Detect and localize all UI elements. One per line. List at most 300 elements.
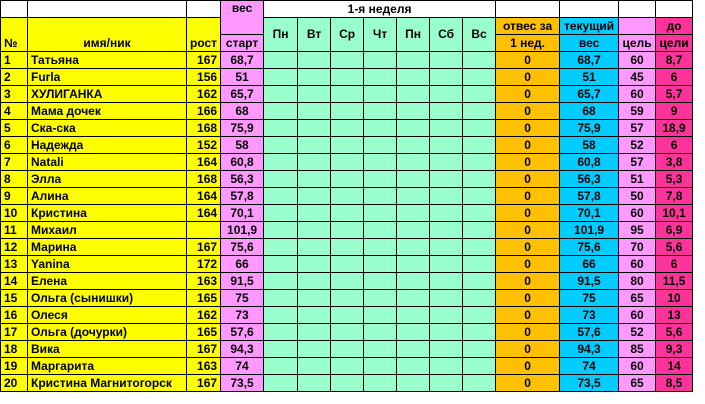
cell-day-6[interactable] — [430, 171, 463, 188]
cell-start-weight[interactable]: 75 — [221, 290, 264, 307]
header-cell-no-top[interactable] — [1, 1, 28, 18]
cell-no[interactable]: 7 — [1, 154, 28, 171]
cell-to-goal[interactable]: 5,3 — [656, 171, 693, 188]
cell-day-6[interactable] — [430, 324, 463, 341]
cell-height[interactable]: 162 — [187, 86, 221, 103]
cell-name[interactable]: Михаил — [28, 222, 187, 239]
cell-height[interactable] — [187, 222, 221, 239]
cell-day-4[interactable] — [364, 307, 397, 324]
cell-start-weight[interactable]: 75,9 — [221, 120, 264, 137]
cell-day-1[interactable] — [264, 86, 298, 103]
cell-weekly-loss[interactable]: 0 — [496, 375, 560, 392]
cell-day-4[interactable] — [364, 375, 397, 392]
cell-to-goal[interactable]: 6 — [656, 256, 693, 273]
cell-weekly-loss[interactable]: 0 — [496, 307, 560, 324]
cell-start-weight[interactable]: 91,5 — [221, 273, 264, 290]
cell-name[interactable]: Кристина — [28, 205, 187, 222]
cell-start-weight[interactable]: 73 — [221, 307, 264, 324]
cell-to-goal[interactable]: 5,6 — [656, 239, 693, 256]
cell-weekly-loss[interactable]: 0 — [496, 120, 560, 137]
cell-height[interactable]: 163 — [187, 273, 221, 290]
cell-day-6[interactable] — [430, 341, 463, 358]
cell-day-5[interactable] — [397, 205, 430, 222]
cell-day-3[interactable] — [331, 341, 364, 358]
cell-current-weight[interactable]: 68,7 — [560, 52, 619, 69]
cell-no[interactable]: 15 — [1, 290, 28, 307]
cell-day-3[interactable] — [331, 375, 364, 392]
cell-day-1[interactable] — [264, 154, 298, 171]
header-cell-current-top[interactable] — [560, 1, 619, 18]
cell-no[interactable]: 2 — [1, 69, 28, 86]
cell-day-4[interactable] — [364, 222, 397, 239]
cell-day-5[interactable] — [397, 341, 430, 358]
cell-day-7[interactable] — [463, 324, 496, 341]
cell-day-1[interactable] — [264, 256, 298, 273]
cell-name[interactable]: Yanina — [28, 256, 187, 273]
cell-day-6[interactable] — [430, 358, 463, 375]
cell-weekly-loss[interactable]: 0 — [496, 290, 560, 307]
cell-day-2[interactable] — [298, 324, 331, 341]
cell-name[interactable]: Маргарита — [28, 358, 187, 375]
cell-current-weight[interactable]: 68 — [560, 103, 619, 120]
cell-start-weight[interactable]: 66 — [221, 256, 264, 273]
cell-day-1[interactable] — [264, 171, 298, 188]
cell-day-2[interactable] — [298, 256, 331, 273]
cell-height[interactable]: 165 — [187, 324, 221, 341]
header-current-bottom[interactable]: вес — [560, 35, 619, 52]
cell-day-5[interactable] — [397, 86, 430, 103]
cell-to-goal[interactable]: 14 — [656, 358, 693, 375]
header-cell-loss-top[interactable] — [496, 1, 560, 18]
cell-day-3[interactable] — [331, 256, 364, 273]
cell-height[interactable]: 172 — [187, 256, 221, 273]
cell-current-weight[interactable]: 51 — [560, 69, 619, 86]
cell-current-weight[interactable]: 57,6 — [560, 324, 619, 341]
cell-name[interactable]: Natali — [28, 154, 187, 171]
cell-day-7[interactable] — [463, 52, 496, 69]
cell-to-goal[interactable]: 8,7 — [656, 52, 693, 69]
cell-day-6[interactable] — [430, 86, 463, 103]
cell-goal[interactable]: 65 — [619, 375, 656, 392]
cell-day-5[interactable] — [397, 324, 430, 341]
cell-to-goal[interactable]: 8,5 — [656, 375, 693, 392]
cell-goal[interactable]: 59 — [619, 103, 656, 120]
cell-day-2[interactable] — [298, 52, 331, 69]
cell-weekly-loss[interactable]: 0 — [496, 205, 560, 222]
cell-height[interactable]: 167 — [187, 341, 221, 358]
cell-to-goal[interactable]: 10 — [656, 290, 693, 307]
cell-day-7[interactable] — [463, 341, 496, 358]
cell-day-7[interactable] — [463, 137, 496, 154]
cell-to-goal[interactable]: 6 — [656, 69, 693, 86]
header-day-5[interactable]: Пн — [397, 18, 430, 52]
cell-name[interactable]: Мама дочек — [28, 103, 187, 120]
cell-name[interactable]: Алина — [28, 188, 187, 205]
cell-day-3[interactable] — [331, 290, 364, 307]
cell-current-weight[interactable]: 57,8 — [560, 188, 619, 205]
cell-day-5[interactable] — [397, 154, 430, 171]
cell-no[interactable]: 14 — [1, 273, 28, 290]
cell-name[interactable]: ХУЛИГАНКА — [28, 86, 187, 103]
cell-height[interactable]: 164 — [187, 205, 221, 222]
cell-name[interactable]: Вика — [28, 341, 187, 358]
cell-to-goal[interactable]: 10,1 — [656, 205, 693, 222]
cell-day-2[interactable] — [298, 188, 331, 205]
header-cell-goal-top[interactable] — [619, 1, 656, 18]
cell-day-2[interactable] — [298, 222, 331, 239]
cell-day-1[interactable] — [264, 188, 298, 205]
cell-day-6[interactable] — [430, 52, 463, 69]
cell-to-goal[interactable]: 7,8 — [656, 188, 693, 205]
cell-day-5[interactable] — [397, 307, 430, 324]
cell-current-weight[interactable]: 91,5 — [560, 273, 619, 290]
cell-day-4[interactable] — [364, 171, 397, 188]
cell-start-weight[interactable]: 68 — [221, 103, 264, 120]
cell-start-weight[interactable]: 74 — [221, 358, 264, 375]
cell-day-5[interactable] — [397, 103, 430, 120]
cell-day-6[interactable] — [430, 120, 463, 137]
cell-day-7[interactable] — [463, 375, 496, 392]
header-to-goal-top[interactable]: до — [656, 18, 693, 35]
header-name[interactable] — [28, 18, 187, 52]
cell-height[interactable]: 165 — [187, 290, 221, 307]
cell-day-1[interactable] — [264, 69, 298, 86]
cell-day-6[interactable] — [430, 137, 463, 154]
cell-start-weight[interactable]: 68,7 — [221, 52, 264, 69]
cell-day-3[interactable] — [331, 171, 364, 188]
cell-weekly-loss[interactable]: 0 — [496, 256, 560, 273]
cell-to-goal[interactable]: 5,6 — [656, 324, 693, 341]
cell-start-weight[interactable]: 73,5 — [221, 375, 264, 392]
cell-day-3[interactable] — [331, 188, 364, 205]
cell-start-weight[interactable]: 94,3 — [221, 341, 264, 358]
cell-goal[interactable]: 80 — [619, 273, 656, 290]
cell-no[interactable]: 4 — [1, 103, 28, 120]
cell-day-3[interactable] — [331, 358, 364, 375]
cell-height[interactable]: 164 — [187, 154, 221, 171]
cell-weekly-loss[interactable]: 0 — [496, 171, 560, 188]
cell-day-7[interactable] — [463, 120, 496, 137]
cell-day-4[interactable] — [364, 188, 397, 205]
cell-day-6[interactable] — [430, 188, 463, 205]
header-day-1[interactable]: Пн — [264, 18, 298, 52]
cell-day-1[interactable] — [264, 341, 298, 358]
cell-no[interactable]: 9 — [1, 188, 28, 205]
cell-height[interactable]: 163 — [187, 358, 221, 375]
cell-day-7[interactable] — [463, 205, 496, 222]
cell-current-weight[interactable]: 75,6 — [560, 239, 619, 256]
cell-name[interactable]: Ольга (дочурки) — [28, 324, 187, 341]
cell-height[interactable]: 168 — [187, 171, 221, 188]
cell-day-1[interactable] — [264, 290, 298, 307]
cell-current-weight[interactable]: 73 — [560, 307, 619, 324]
cell-no[interactable]: 16 — [1, 307, 28, 324]
cell-goal[interactable]: 70 — [619, 239, 656, 256]
cell-height[interactable]: 167 — [187, 239, 221, 256]
cell-weekly-loss[interactable]: 0 — [496, 239, 560, 256]
header-cell-to-goal-top[interactable] — [656, 1, 693, 18]
cell-day-5[interactable] — [397, 290, 430, 307]
cell-day-6[interactable] — [430, 222, 463, 239]
week-title[interactable]: 1-я неделя — [264, 1, 496, 18]
cell-day-1[interactable] — [264, 375, 298, 392]
cell-height[interactable]: 166 — [187, 103, 221, 120]
cell-start-weight[interactable]: 56,3 — [221, 171, 264, 188]
cell-day-3[interactable] — [331, 137, 364, 154]
cell-start-weight[interactable]: 65,7 — [221, 86, 264, 103]
cell-weekly-loss[interactable]: 0 — [496, 341, 560, 358]
header-height[interactable] — [187, 18, 221, 52]
cell-weekly-loss[interactable]: 0 — [496, 222, 560, 239]
cell-day-5[interactable] — [397, 222, 430, 239]
cell-day-3[interactable] — [331, 86, 364, 103]
cell-no[interactable]: 11 — [1, 222, 28, 239]
cell-day-2[interactable] — [298, 239, 331, 256]
cell-current-weight[interactable]: 56,3 — [560, 171, 619, 188]
cell-day-5[interactable] — [397, 273, 430, 290]
cell-day-3[interactable] — [331, 307, 364, 324]
cell-weekly-loss[interactable]: 0 — [496, 358, 560, 375]
cell-day-5[interactable] — [397, 69, 430, 86]
cell-weekly-loss[interactable]: 0 — [496, 69, 560, 86]
cell-day-7[interactable] — [463, 188, 496, 205]
cell-name[interactable]: Олеся — [28, 307, 187, 324]
cell-height[interactable]: 167 — [187, 52, 221, 69]
cell-day-3[interactable] — [331, 154, 364, 171]
cell-day-2[interactable] — [298, 205, 331, 222]
cell-day-2[interactable] — [298, 120, 331, 137]
cell-day-7[interactable] — [463, 256, 496, 273]
cell-day-6[interactable] — [430, 103, 463, 120]
cell-current-weight[interactable]: 101,9 — [560, 222, 619, 239]
cell-goal[interactable]: 52 — [619, 324, 656, 341]
cell-weekly-loss[interactable]: 0 — [496, 188, 560, 205]
cell-day-1[interactable] — [264, 324, 298, 341]
cell-height[interactable]: 168 — [187, 120, 221, 137]
cell-no[interactable]: 3 — [1, 86, 28, 103]
cell-day-6[interactable] — [430, 154, 463, 171]
cell-day-5[interactable] — [397, 171, 430, 188]
cell-weekly-loss[interactable]: 0 — [496, 273, 560, 290]
cell-current-weight[interactable]: 65,7 — [560, 86, 619, 103]
cell-day-6[interactable] — [430, 290, 463, 307]
cell-day-6[interactable] — [430, 239, 463, 256]
cell-day-4[interactable] — [364, 205, 397, 222]
cell-start-weight[interactable]: 58 — [221, 137, 264, 154]
cell-current-weight[interactable]: 73,5 — [560, 375, 619, 392]
cell-day-1[interactable] — [264, 120, 298, 137]
cell-day-4[interactable] — [364, 324, 397, 341]
cell-name[interactable]: Furla — [28, 69, 187, 86]
cell-start-weight[interactable]: 51 — [221, 69, 264, 86]
cell-name[interactable]: Элла — [28, 171, 187, 188]
cell-no[interactable]: 18 — [1, 341, 28, 358]
cell-current-weight[interactable]: 75 — [560, 290, 619, 307]
cell-name[interactable]: Ска-ска — [28, 120, 187, 137]
cell-day-6[interactable] — [430, 375, 463, 392]
cell-day-4[interactable] — [364, 103, 397, 120]
cell-name[interactable]: Татьяна — [28, 52, 187, 69]
cell-day-5[interactable] — [397, 120, 430, 137]
cell-goal[interactable]: 52 — [619, 137, 656, 154]
cell-to-goal[interactable]: 13 — [656, 307, 693, 324]
cell-to-goal[interactable]: 3,8 — [656, 154, 693, 171]
cell-day-2[interactable] — [298, 103, 331, 120]
cell-day-2[interactable] — [298, 341, 331, 358]
cell-goal[interactable]: 60 — [619, 205, 656, 222]
cell-day-1[interactable] — [264, 358, 298, 375]
cell-goal[interactable]: 57 — [619, 154, 656, 171]
cell-goal[interactable]: 85 — [619, 341, 656, 358]
cell-day-5[interactable] — [397, 256, 430, 273]
cell-current-weight[interactable]: 70,1 — [560, 205, 619, 222]
cell-day-5[interactable] — [397, 52, 430, 69]
cell-day-2[interactable] — [298, 86, 331, 103]
cell-height[interactable]: 152 — [187, 137, 221, 154]
cell-day-7[interactable] — [463, 307, 496, 324]
cell-goal[interactable]: 60 — [619, 307, 656, 324]
cell-day-4[interactable] — [364, 273, 397, 290]
cell-name[interactable]: Надежда — [28, 137, 187, 154]
cell-day-4[interactable] — [364, 358, 397, 375]
header-day-6[interactable]: Сб — [430, 18, 463, 52]
cell-day-2[interactable] — [298, 290, 331, 307]
cell-weekly-loss[interactable]: 0 — [496, 52, 560, 69]
cell-day-4[interactable] — [364, 239, 397, 256]
cell-height[interactable]: 167 — [187, 375, 221, 392]
cell-no[interactable]: 19 — [1, 358, 28, 375]
cell-day-7[interactable] — [463, 86, 496, 103]
header-cell-height-top[interactable] — [187, 1, 221, 18]
cell-day-7[interactable] — [463, 273, 496, 290]
header-goal[interactable]: цель — [619, 35, 656, 52]
cell-day-1[interactable] — [264, 205, 298, 222]
header-day-2[interactable]: Вт — [298, 18, 331, 52]
cell-day-1[interactable] — [264, 222, 298, 239]
cell-day-2[interactable] — [298, 171, 331, 188]
cell-no[interactable]: 1 — [1, 52, 28, 69]
cell-name[interactable]: Марина — [28, 239, 187, 256]
cell-current-weight[interactable]: 75,9 — [560, 120, 619, 137]
cell-day-4[interactable] — [364, 120, 397, 137]
cell-day-3[interactable] — [331, 273, 364, 290]
cell-day-3[interactable] — [331, 69, 364, 86]
cell-no[interactable]: 6 — [1, 137, 28, 154]
cell-to-goal[interactable]: 9,3 — [656, 341, 693, 358]
cell-day-3[interactable] — [331, 205, 364, 222]
cell-height[interactable]: 156 — [187, 69, 221, 86]
cell-current-weight[interactable]: 66 — [560, 256, 619, 273]
cell-goal[interactable]: 57 — [619, 120, 656, 137]
cell-day-6[interactable] — [430, 205, 463, 222]
cell-current-weight[interactable]: 58 — [560, 137, 619, 154]
header-goal-spacer[interactable] — [619, 18, 656, 35]
cell-goal[interactable]: 60 — [619, 52, 656, 69]
cell-day-2[interactable] — [298, 154, 331, 171]
cell-day-1[interactable] — [264, 273, 298, 290]
cell-to-goal[interactable]: 9 — [656, 103, 693, 120]
cell-to-goal[interactable]: 5,7 — [656, 86, 693, 103]
cell-start-weight[interactable]: 60,8 — [221, 154, 264, 171]
cell-day-2[interactable] — [298, 307, 331, 324]
cell-day-4[interactable] — [364, 52, 397, 69]
cell-no[interactable]: 10 — [1, 205, 28, 222]
cell-day-7[interactable] — [463, 239, 496, 256]
header-day-7[interactable]: Вс — [463, 18, 496, 52]
cell-day-5[interactable] — [397, 375, 430, 392]
cell-day-7[interactable] — [463, 358, 496, 375]
cell-day-1[interactable] — [264, 307, 298, 324]
cell-day-3[interactable] — [331, 120, 364, 137]
cell-day-7[interactable] — [463, 103, 496, 120]
cell-day-7[interactable] — [463, 222, 496, 239]
header-to-goal-bottom[interactable]: цели — [656, 35, 693, 52]
cell-day-1[interactable] — [264, 103, 298, 120]
cell-day-3[interactable] — [331, 324, 364, 341]
cell-day-4[interactable] — [364, 290, 397, 307]
cell-to-goal[interactable]: 6,9 — [656, 222, 693, 239]
cell-day-2[interactable] — [298, 273, 331, 290]
cell-weekly-loss[interactable]: 0 — [496, 86, 560, 103]
cell-day-4[interactable] — [364, 137, 397, 154]
cell-day-2[interactable] — [298, 375, 331, 392]
header-loss-bottom[interactable]: 1 нед. — [496, 35, 560, 52]
cell-day-7[interactable] — [463, 69, 496, 86]
cell-no[interactable]: 20 — [1, 375, 28, 392]
cell-weekly-loss[interactable]: 0 — [496, 137, 560, 154]
cell-day-5[interactable] — [397, 137, 430, 154]
cell-no[interactable]: 13 — [1, 256, 28, 273]
cell-day-2[interactable] — [298, 137, 331, 154]
cell-goal[interactable]: 51 — [619, 171, 656, 188]
cell-goal[interactable]: 60 — [619, 256, 656, 273]
cell-start-weight[interactable]: 101,9 — [221, 222, 264, 239]
cell-day-7[interactable] — [463, 290, 496, 307]
cell-goal[interactable]: 60 — [619, 86, 656, 103]
cell-day-4[interactable] — [364, 86, 397, 103]
cell-day-5[interactable] — [397, 239, 430, 256]
cell-day-4[interactable] — [364, 154, 397, 171]
cell-weekly-loss[interactable]: 0 — [496, 324, 560, 341]
cell-day-1[interactable] — [264, 137, 298, 154]
cell-to-goal[interactable]: 6 — [656, 137, 693, 154]
cell-day-3[interactable] — [331, 52, 364, 69]
cell-no[interactable]: 5 — [1, 120, 28, 137]
cell-height[interactable]: 164 — [187, 188, 221, 205]
header-day-3[interactable]: Ср — [331, 18, 364, 52]
cell-weekly-loss[interactable]: 0 — [496, 103, 560, 120]
cell-weekly-loss[interactable]: 0 — [496, 154, 560, 171]
cell-start-weight[interactable]: 57,6 — [221, 324, 264, 341]
cell-goal[interactable]: 65 — [619, 290, 656, 307]
header-start-weight-bottom[interactable]: старт — [221, 35, 264, 52]
cell-day-6[interactable] — [430, 273, 463, 290]
cell-current-weight[interactable]: 60,8 — [560, 154, 619, 171]
header-day-4[interactable]: Чт — [364, 18, 397, 52]
cell-height[interactable]: 162 — [187, 307, 221, 324]
cell-to-goal[interactable]: 18,9 — [656, 120, 693, 137]
cell-goal[interactable]: 50 — [619, 188, 656, 205]
cell-goal[interactable]: 95 — [619, 222, 656, 239]
cell-day-4[interactable] — [364, 69, 397, 86]
cell-no[interactable]: 8 — [1, 171, 28, 188]
cell-name[interactable]: Ольга (сынишки) — [28, 290, 187, 307]
cell-name[interactable]: Кристина Магнитогорск — [28, 375, 187, 392]
cell-day-7[interactable] — [463, 171, 496, 188]
header-cell-name-top[interactable] — [28, 1, 187, 18]
cell-day-7[interactable] — [463, 154, 496, 171]
cell-day-6[interactable] — [430, 69, 463, 86]
